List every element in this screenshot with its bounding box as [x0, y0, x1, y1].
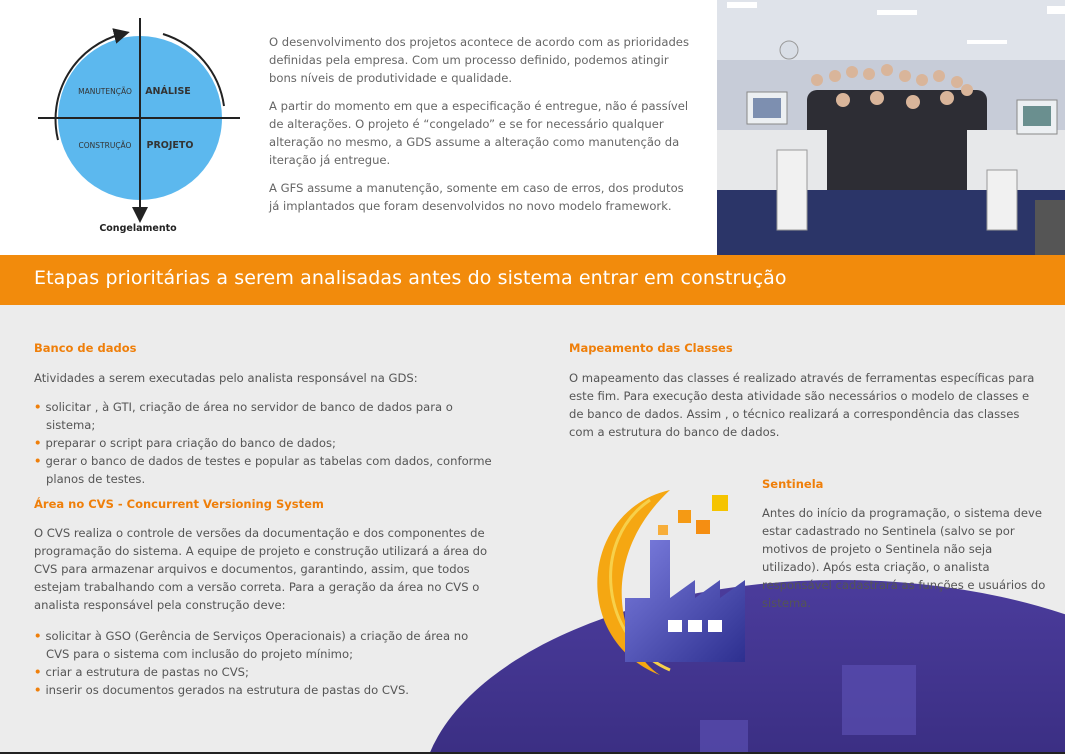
sentinela-title: Sentinela: [762, 477, 824, 491]
team-photo: [717, 0, 1065, 255]
intro-text: [269, 33, 689, 225]
quadrant-projeto: PROJETO: [146, 140, 194, 151]
quadrant-construcao: CONSTRUÇÃO: [78, 141, 132, 150]
list-item: • inserir os documentos gerados na estrutura de pastas do CVS.: [34, 683, 409, 697]
sentinela-body: Antes do início da programação, o sistema deve estar cadastrado no Sentinela (salvo se por motivos de projeto o Sentinela não seja utilizado). Após esta criação, o analista responsável cadastrará as funções e usuários do sistema.: [762, 506, 1046, 610]
intro-paragraph-3: A GFS assume a manutenção, somente em caso de erros, dos produtos já implantados que foram desenvolvidos no novo modelo framework.: [269, 181, 684, 213]
cvs-body: O CVS realiza o controle de versões da documentação e dos componentes de programação do sistema. A equipe de projeto e construção utilizará a área do CVS para armazenar arquivos e documentos, garantindo, assim, que todos estejam trabalhando com a versão correta. Para a geração da área no CVS o analista responsável pela construção deve:: [34, 526, 488, 612]
list-item: • gerar o banco de dados de testes e popular as tabelas com dados, conforme planos de testes.: [34, 454, 492, 486]
intro-paragraph-1: O desenvolvimento dos projetos acontece de acordo com as prioridades definidas pela empresa. Com um processo definido, podemos atingir bons níveis de produtividade e qualidade.: [269, 35, 689, 85]
banner-title: Etapas prioritárias a serem analisadas antes do sistema entrar em construção: [34, 267, 787, 289]
section-banner: [0, 255, 1065, 305]
mapeamento-title: Mapeamento das Classes: [569, 341, 733, 355]
list-item: • solicitar à GSO (Gerência de Serviços Operacionais) a criação de área no CVS para o sistema com inclusão do projeto mínimo;: [34, 629, 469, 661]
mapeamento-body: O mapeamento das classes é realizado através de ferramentas específicas para este fim. Para execução desta atividade são necessários o modelo de classes e de banco de dados. Assim , o técnico realizará a correspondência das classes com a estrutura do banco de dados.: [569, 371, 1035, 439]
quadrant-analise: ANÁLISE: [145, 86, 191, 97]
factory-icon: [625, 540, 745, 662]
banco-title: Banco de dados: [34, 341, 137, 355]
list-item: • criar a estrutura de pastas no CVS;: [34, 665, 249, 679]
list-item: • preparar o script para criação do banco de dados;: [34, 436, 336, 450]
quadrant-manutencao: MANUTENÇÃO: [78, 87, 132, 96]
development-cycle-diagram: [30, 10, 250, 240]
banco-intro: Atividades a serem executadas pelo analista responsável na GDS:: [34, 371, 418, 385]
cycle-caption: Congelamento: [99, 223, 177, 234]
intro-paragraph-2: A partir do momento em que a especificação é entregue, não é passível de alterações. O projeto é “congelado” e se for necessário qualquer alteração no mesmo, a GDS assume a alteração como manutenção da iteração já entregue.: [269, 99, 689, 167]
cvs-list: [34, 627, 474, 699]
top-section: [0, 0, 1065, 255]
cvs-title: Área no CVS - Concurrent Versioning System: [34, 497, 324, 511]
list-item: • solicitar , à GTI, criação de área no servidor de banco de dados para o sistema;: [34, 400, 453, 432]
